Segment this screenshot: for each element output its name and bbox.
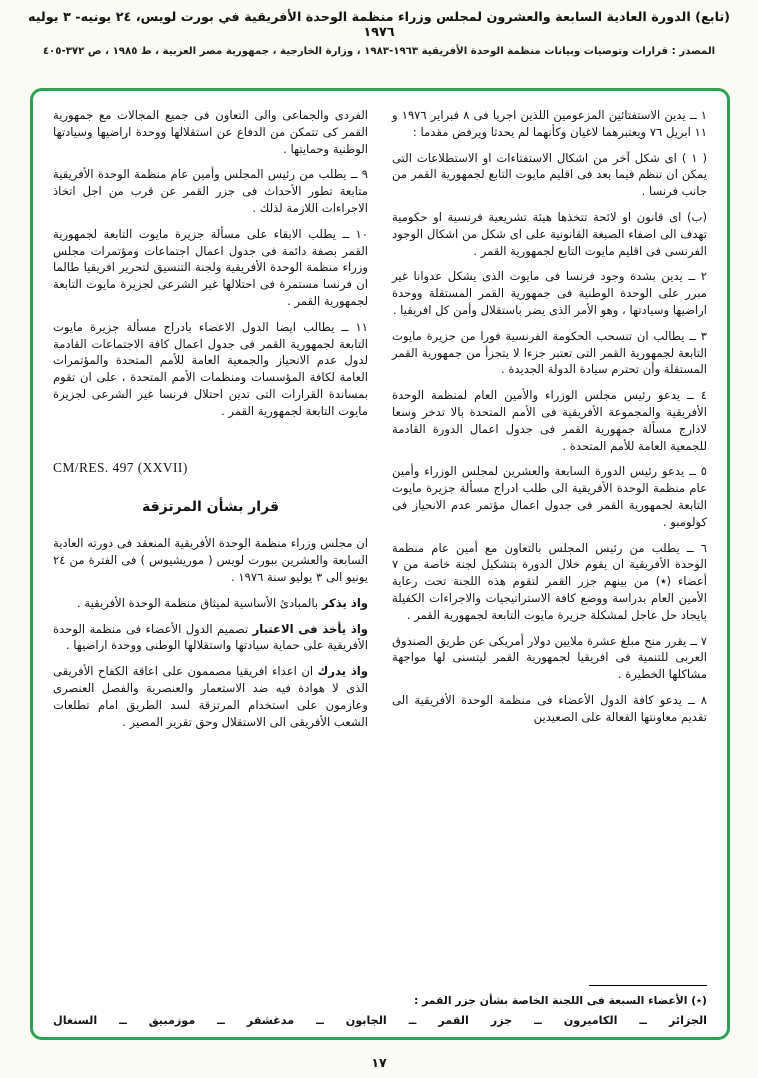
green-border-frame [30,88,730,1040]
preamble-recalling [53,595,368,612]
session-title: (تابع) الدورة العادية السابعة والعشرون لمجلس وزراء منظمة الوحدة الأفريقية في بورت لويس، ٢٤ يونيه- ٣ يوليه ١٩٧٦ [27,10,731,40]
resolution-item-10: ١٠ ــ يطلب الابقاء على مسألة جزيرة مايوت التابعة لجمهورية القمر بصفة دائمة فى جدول اعمال اجتماعات ومؤتمرات مجلس وزراء منظمة الوحدة الأفريقية ولجنة التنسيق لتحرير افريقيا طالما ان فرنسا مستمرة فى احتلالها غير الشرعى لجزيرة مايوت التابعة لجمهورية القمر . [53,226,368,308]
preamble-aware [53,663,368,730]
resolution-item-8: ٨ ــ يدعو كافة الدول الأعضاء فى منظمة الوحدة الأفريقية الى تقديم معاونتها الفعالة على الصعيدين [392,692,707,724]
resolution-item-1-sub-b: (ب) اى قانون او لائحة تتخذها هيئة تشريعية فرنسية او حكومية تهدف الى اضفاء الصبغة القانونية على اى شكل من اشكال الوجود الفرنسى فى اقليم مايوت التابع لجمهورية القمر . [392,209,707,258]
resolution-item-7: ٧ ــ يقرر منح مبلغ عشرة ملايين دولار أمريكى عن طريق الصندوق العربى للتنمية فى افريقيا لجمهورية القمر ليتسنى لها مواجهة مشاكلها الخطيرة . [392,633,707,682]
footnote-note: (٭) الأعضاء السبعة فى اللجنة الخاصة بشأن جزر القمر : [414,994,707,1007]
resolution-item-3: ٣ ــ يطالب ان تنسحب الحكومة الفرنسية فورا من جزيرة مايوت التابعة لجمهورية القمر التى تعتبر جزءا لا يتجزأ من جمهورية القمر المستقلة وأن تحترم سيادة الدولة الجديدة . [392,328,707,377]
preamble-recalling-lead: واذ يذكر [321,595,368,610]
footnote-block [53,985,707,1027]
resolution-item-5: ٥ ــ يدعو رئيس الدورة السابعة والعشرين لمجلس الوزراء وأمين عام منظمة الوحدة الأفريقية الى طلب ادراج مسألة جزيرة مايوت التابعة لجمهورية القمر فى جدول اعمال مؤتمر عدم الانحياز فى كولومبو . [392,464,707,529]
preamble-considering-lead: واذ يأخذ فى الاعتبار [252,621,368,636]
preamble-recalling-text: بالمبادئ الأساسية لميثاق منظمة الوحدة الأفريقية . [77,595,322,610]
preamble-aware-lead: واذ يدرك [317,664,368,679]
preamble-opening: ان مجلس وزراء منظمة الوحدة الأفريقية المنعقد فى دورته العادية السابعة والعشرين ببورت لويس ( موريشيوس ) فى الفترة من ٢٤ يونيو الى ٣ يوليو سنة ١٩٧٦ . [53,536,368,584]
resolution-item-4: ٤ ــ يدعو رئيس مجلس الوزراء والأمين العام لمنظمة الوحدة الأفريقية والمجموعة الأفريقية فى الأمم المتحدة بالا تدخر وسعا لادارج مسألة جمهورية القمر فى جدول اعمال الدورة القادمة للجمعية العامة للأمم المتحدة . [392,388,707,453]
resolution-item-1-sub-a: ( ١ ) اى شكل آخر من اشكال الاستفتاءات او الاستطلاعات التى يمكن ان تنظم فيما بعد فى اقليم مايوت التابع لجمهورية القمر من جانب فرنسا . [392,150,707,199]
preamble-considering-text: تصميم الدول الأعضاء فى منظمة الوحدة الأفريقية على حماية سيادتها واستقلالها الوطنى ووحدة اراضيها . [53,621,368,653]
resolution-item-9: ٩ ــ يطلب من رئيس المجلس وأمين عام منظمة الوحدة الأفريقية متابعة تطور الأحداث فى جزر القمر عن قرب من اجل اتخاذ الاجراءات اللازمة لذلك . [53,167,368,215]
source-line: المصدر : قرارات وتوصيات وبيانات منظمة الوحدة الأفريقية ١٩٦٣-١٩٨٣ ، وزارة الخارجية ، جمهورية مصر العربية ، ط ١٩٨٥ ، ص ٣٧٢-٤٠٥ [42,46,716,57]
resolution-item-1: ١ ــ يدين الاستفتائين المزعومين اللذين اجريا فى ٨ فبراير ١٩٧٦ و ١١ ابريل ٧٦ ويعتبرهما لاغيان وكأنهما لم يحدثا ويرفض مقدما : [392,108,707,139]
preamble-considering [53,621,368,655]
resolution-item-2: ٢ ــ يدين بشدة وجود فرنسا فى مايوت الذى يشكل عدوانا غير مبرر على الوحدة الوطنية فى جمهورية القمر المستقلة ووحدة اراضيها وسيادتها ، وهو الأمر الذى يضر باستقلال وأمن كل افريقيا . [392,269,707,317]
page-number: ١٧ [371,1055,387,1070]
resolution-title: قرار بشأن المرتزقة [142,499,279,516]
resolution-item-11: ١١ ــ يطالب ايضا الدول الاعضاء بادراج مسألة جزيرة مايوت التابعة لجمهورية القمر فى جدول اعمال كافة الاجتماعات القادمة لدول عدم الانحياز والجمعية العامة للأمم المتحدة والمؤتمرات العامة لكافة المؤسسات ومنظمات الأمم المتحدة ، على ان تقوم بمساندة القرارات التى تدين احتلال فرنسا غير الشرعى لجزيرة مايوت التابعة لجمهورية القمر . [53,319,368,418]
page-header [0,10,758,57]
footnote-countries: الجزائر ــ الكاميرون ــ جزر القمر ــ الجابون ــ مدغشقر ــ موزمبيق ــ السنغال [53,1014,707,1027]
right-column [392,107,707,739]
resolution-code: CM/RES. 497 (XXVII) [53,459,188,475]
left-column [53,107,368,739]
preamble-aware-text: ان اعداء افريقيا مصممون على اعاقة الكفاح الأفريقى الذى لا هوادة فيه ضد الاستعمار والعنصرية والفصل العنصرى وعازمون على استخدام المرتزقة لسد الطريق امام تطلعات الشعب الأفريقى الى الاستقلال وحق تقرير المصير . [53,664,368,729]
two-column-layout [53,107,707,739]
resolution-item-8-continuation: الفردى والجماعى والى التعاون فى جميع المجالات مع جمهورية القمر كى تتمكن من الدفاع عن استقلالها ووحدة اراضيها وسيادتها الوطنية وحمايتها . [53,108,368,156]
resolution-item-6: ٦ ــ يطلب من رئيس المجلس بالتعاون مع أمين عام منظمة الوحدة الأفريقية ان يقوم خلال الدورة بتشكيل لجنة خاصة من ٧ أعضاء (٭) من بينهم جزر القمر لتقوم هذه اللجنة تحت رعاية الأمين العام بدراسة ووضع كافة الاستراتيجيات والاجراءات الكفيلة بايجاد حل عاجل لمشكلة جزيرة مايوت التابعة لجمهورية القمر . [392,540,707,622]
footnote-separator-rule [589,985,707,986]
